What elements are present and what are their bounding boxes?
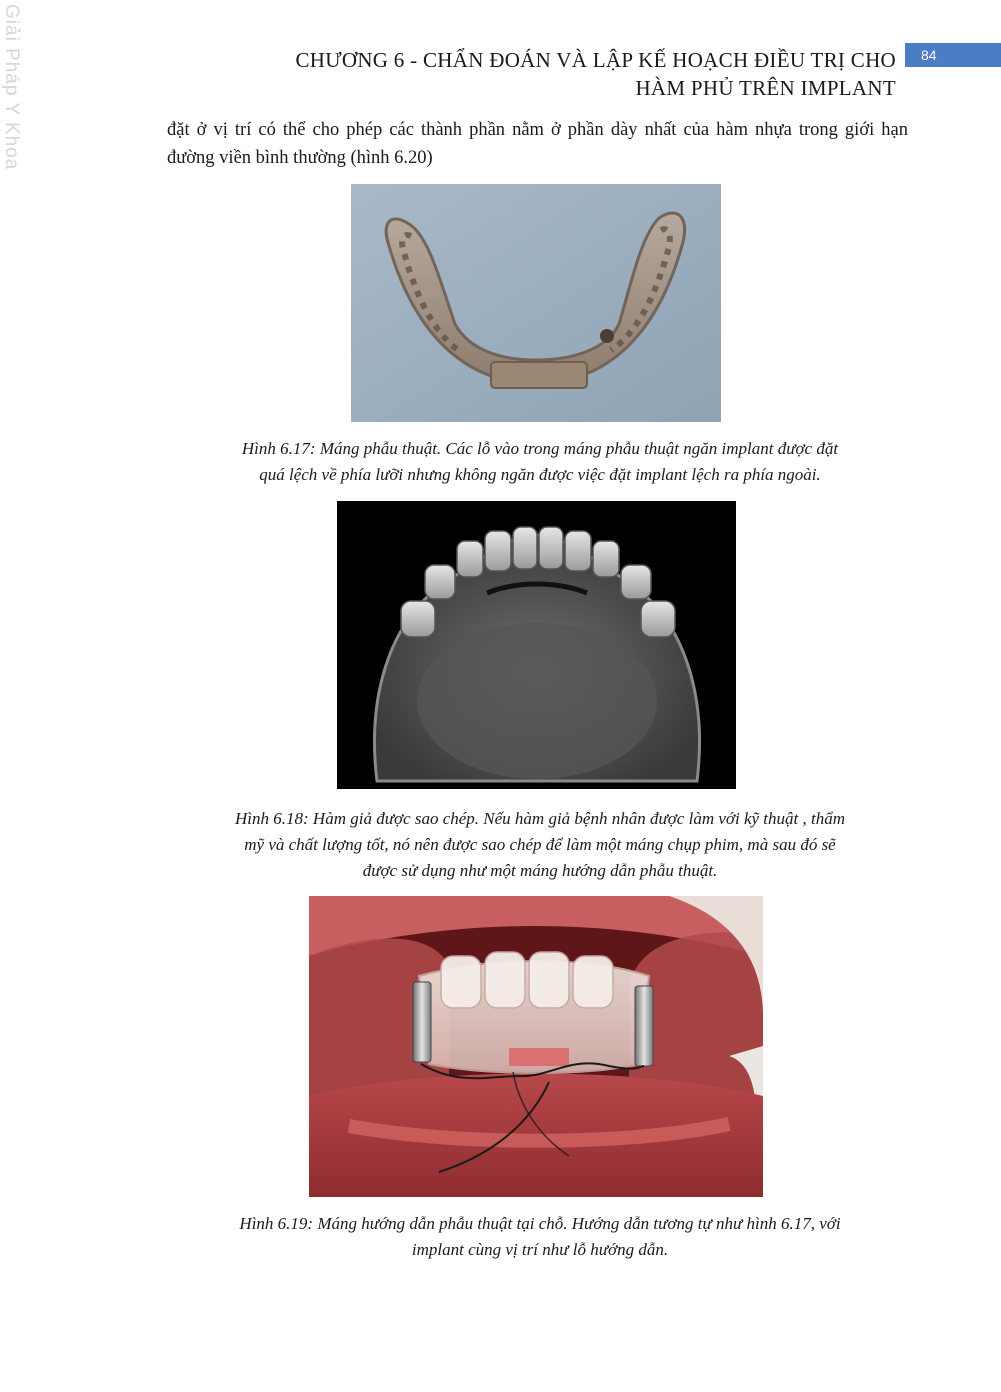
figure-6-18-caption: [160, 806, 920, 884]
caption-line: Hình 6.19: Máng hướng dẫn phẫu thuật tại chỗ. Hướng dẫn tương tự như hình 6.17, với: [239, 1214, 841, 1233]
side-watermark: [0, 0, 30, 170]
caption-line: Hình 6.18: Hàm giả được sao chép. Nếu hàm giả bệnh nhân được làm với kỹ thuật , thẩm: [235, 809, 845, 828]
figure-6-18-image: [337, 501, 736, 789]
caption-line: Hình 6.17: Máng phẫu thuật. Các lỗ vào trong máng phẫu thuật ngăn implant được đặt: [241, 439, 839, 458]
caption-line: mỹ và chất lượng tốt, nó nên được sao chép để làm một máng chụp phim, mà sau đó sẽ: [244, 835, 836, 854]
figure-6-19-image: [309, 896, 763, 1197]
caption-line: implant cùng vị trí như lỗ hướng dẫn.: [411, 1240, 669, 1259]
figure-6-17-caption: [160, 436, 920, 488]
watermark-text: Giải Pháp Y Khoa: [1, 4, 22, 171]
page-number-badge: 84: [905, 43, 1001, 67]
chapter-title-line1: CHƯƠNG 6 - CHẨN ĐOÁN VÀ LẬP KẾ HOẠCH ĐIỀU TRỊ CHO: [295, 48, 896, 72]
chapter-title-line2: HÀM PHỦ TRÊN IMPLANT: [635, 76, 896, 100]
figure-6-17-image: [351, 184, 721, 422]
figure-6-19-caption: [160, 1211, 920, 1263]
chapter-title: [196, 46, 896, 102]
caption-line: quá lệch về phía lưỡi nhưng không ngăn được việc đặt implant lệch ra phía ngoài.: [259, 465, 821, 484]
caption-line: được sử dụng như một máng hướng dẫn phẫu thuật.: [362, 861, 718, 880]
body-paragraph: đặt ở vị trí có thể cho phép các thành phần nằm ở phần dày nhất của hàm nhựa trong giới hạn đường viền bình thường (hình 6.20): [167, 120, 908, 168]
